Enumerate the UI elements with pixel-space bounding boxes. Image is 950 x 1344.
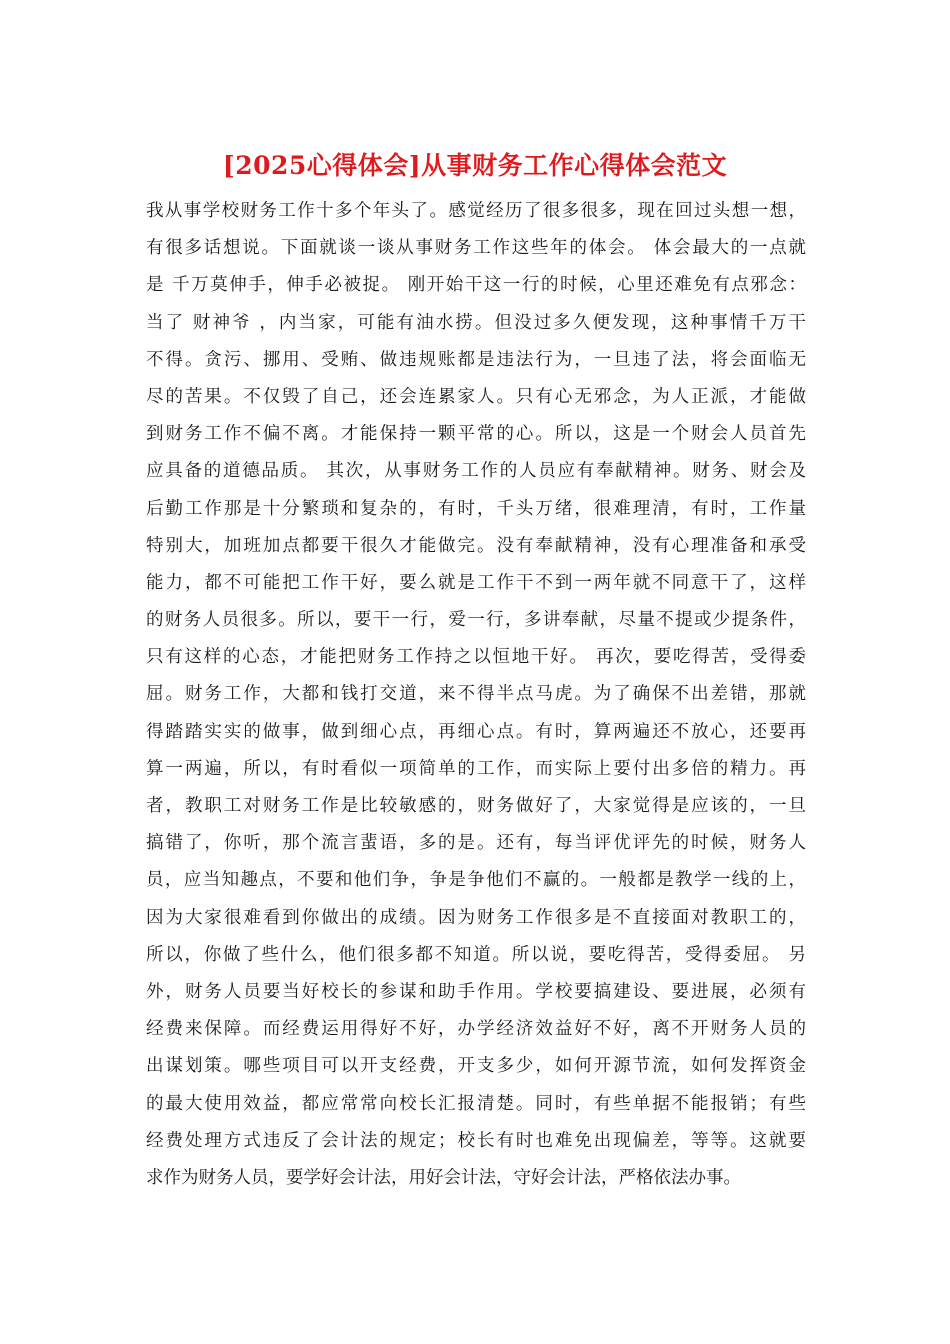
paragraph-line: 的财务人员很多。所以，要干一行，爱一行，多讲奉献，尽量不提或少提条件， <box>146 610 806 631</box>
paragraph-line: 后勤工作那是十分繁琐和复杂的，有时，千头万绪，很难理清，有时，工作量 <box>146 498 806 519</box>
paragraph-line: 搞错了，你听，那个流言蜚语，多的是。还有，每当评优评先的时候，财务人 <box>146 833 806 854</box>
page-title: [2025心得体会]从事财务工作心得体会范文 <box>222 151 728 180</box>
paragraph-line: 当了 财神爷 ，内当家，可能有油水捞。但没过多久便发现，这种事情千万干 <box>146 312 806 333</box>
paragraph-line: 员，应当知趣点，不要和他们争，争是争他们不赢的。一般都是教学一线的上， <box>146 870 806 891</box>
paragraph-line: 能力，都不可能把工作干好，要么就是工作干不到一两年就不同意干了，这样 <box>146 572 806 593</box>
paragraph-line: 屈。财务工作，大都和钱打交道，来不得半点马虎。为了确保不出差错，那就 <box>146 684 806 705</box>
paragraph-line: 求作为财务人员，要学好会计法，用好会计法，守好会计法，严格依法办事。 <box>146 1167 741 1188</box>
document-body <box>146 193 806 1197</box>
paragraph-line: 算一两遍，所以，有时看似一项简单的工作，而实际上要付出多倍的精力。再 <box>146 758 806 779</box>
paragraph-line: 所以，你做了些什么，他们很多都不知道。所以说，要吃得苦，受得委屈。 另 <box>146 944 806 965</box>
paragraph-line: 因为大家很难看到你做出的成绩。因为财务工作很多是不直接面对教职工的， <box>146 907 806 928</box>
paragraph-line: 是 千万莫伸手，伸手必被捉。 刚开始干这一行的时候，心里还难免有点邪念： <box>146 275 806 296</box>
paragraph-line: 我从事学校财务工作十多个年头了。感觉经历了很多很多，现在回过头想一想， <box>146 201 806 221</box>
paragraph-line: 得踏踏实实的做事，做到细心点，再细心点。有时，算两遍还不放心，还要再 <box>146 721 806 742</box>
paragraph-line: 尽的苦果。不仅毁了自己，还会连累家人。只有心无邪念，为人正派，才能做 <box>146 386 806 407</box>
paragraph-line: 出谋划策。哪些项目可以开支经费，开支多少，如何开源节流，如何发挥资金 <box>146 1056 806 1077</box>
paragraph-line: 不得。贪污、挪用、受贿、做违规账都是违法行为，一旦违了法，将会面临无 <box>146 349 806 370</box>
paragraph-line: 有很多话想说。下面就谈一谈从事财务工作这些年的体会。 体会最大的一点就 <box>146 238 806 259</box>
paragraph-line: 只有这样的心态，才能把财务工作持之以恒地干好。 再次，要吃得苦，受得委 <box>146 647 806 668</box>
paragraph-line: 经费来保障。而经费运用得好不好，办学经济效益好不好，离不开财务人员的 <box>146 1019 806 1040</box>
paragraph-line: 到财务工作不偏不离。才能保持一颗平常的心。所以，这是一个财会人员首先 <box>146 424 806 445</box>
paragraph-line: 的最大使用效益，都应常常向校长汇报清楚。同时，有些单据不能报销；有些 <box>146 1093 806 1114</box>
paragraph-line: 经费处理方式违反了会计法的规定；校长有时也难免出现偏差，等等。这就要 <box>146 1130 806 1151</box>
paragraph-line: 外，财务人员要当好校长的参谋和助手作用。学校要搞建设、要进展，必须有 <box>146 981 806 1002</box>
paragraph-line: 特别大，加班加点都要干很久才能做完。没有奉献精神，没有心理准备和承受 <box>146 535 806 556</box>
paragraph-line: 应具备的道德品质。 其次，从事财务工作的人员应有奉献精神。财务、财会及 <box>146 461 806 482</box>
paragraph-line: 者，教职工对财务工作是比较敏感的，财务做好了，大家觉得是应该的，一旦 <box>146 796 806 816</box>
